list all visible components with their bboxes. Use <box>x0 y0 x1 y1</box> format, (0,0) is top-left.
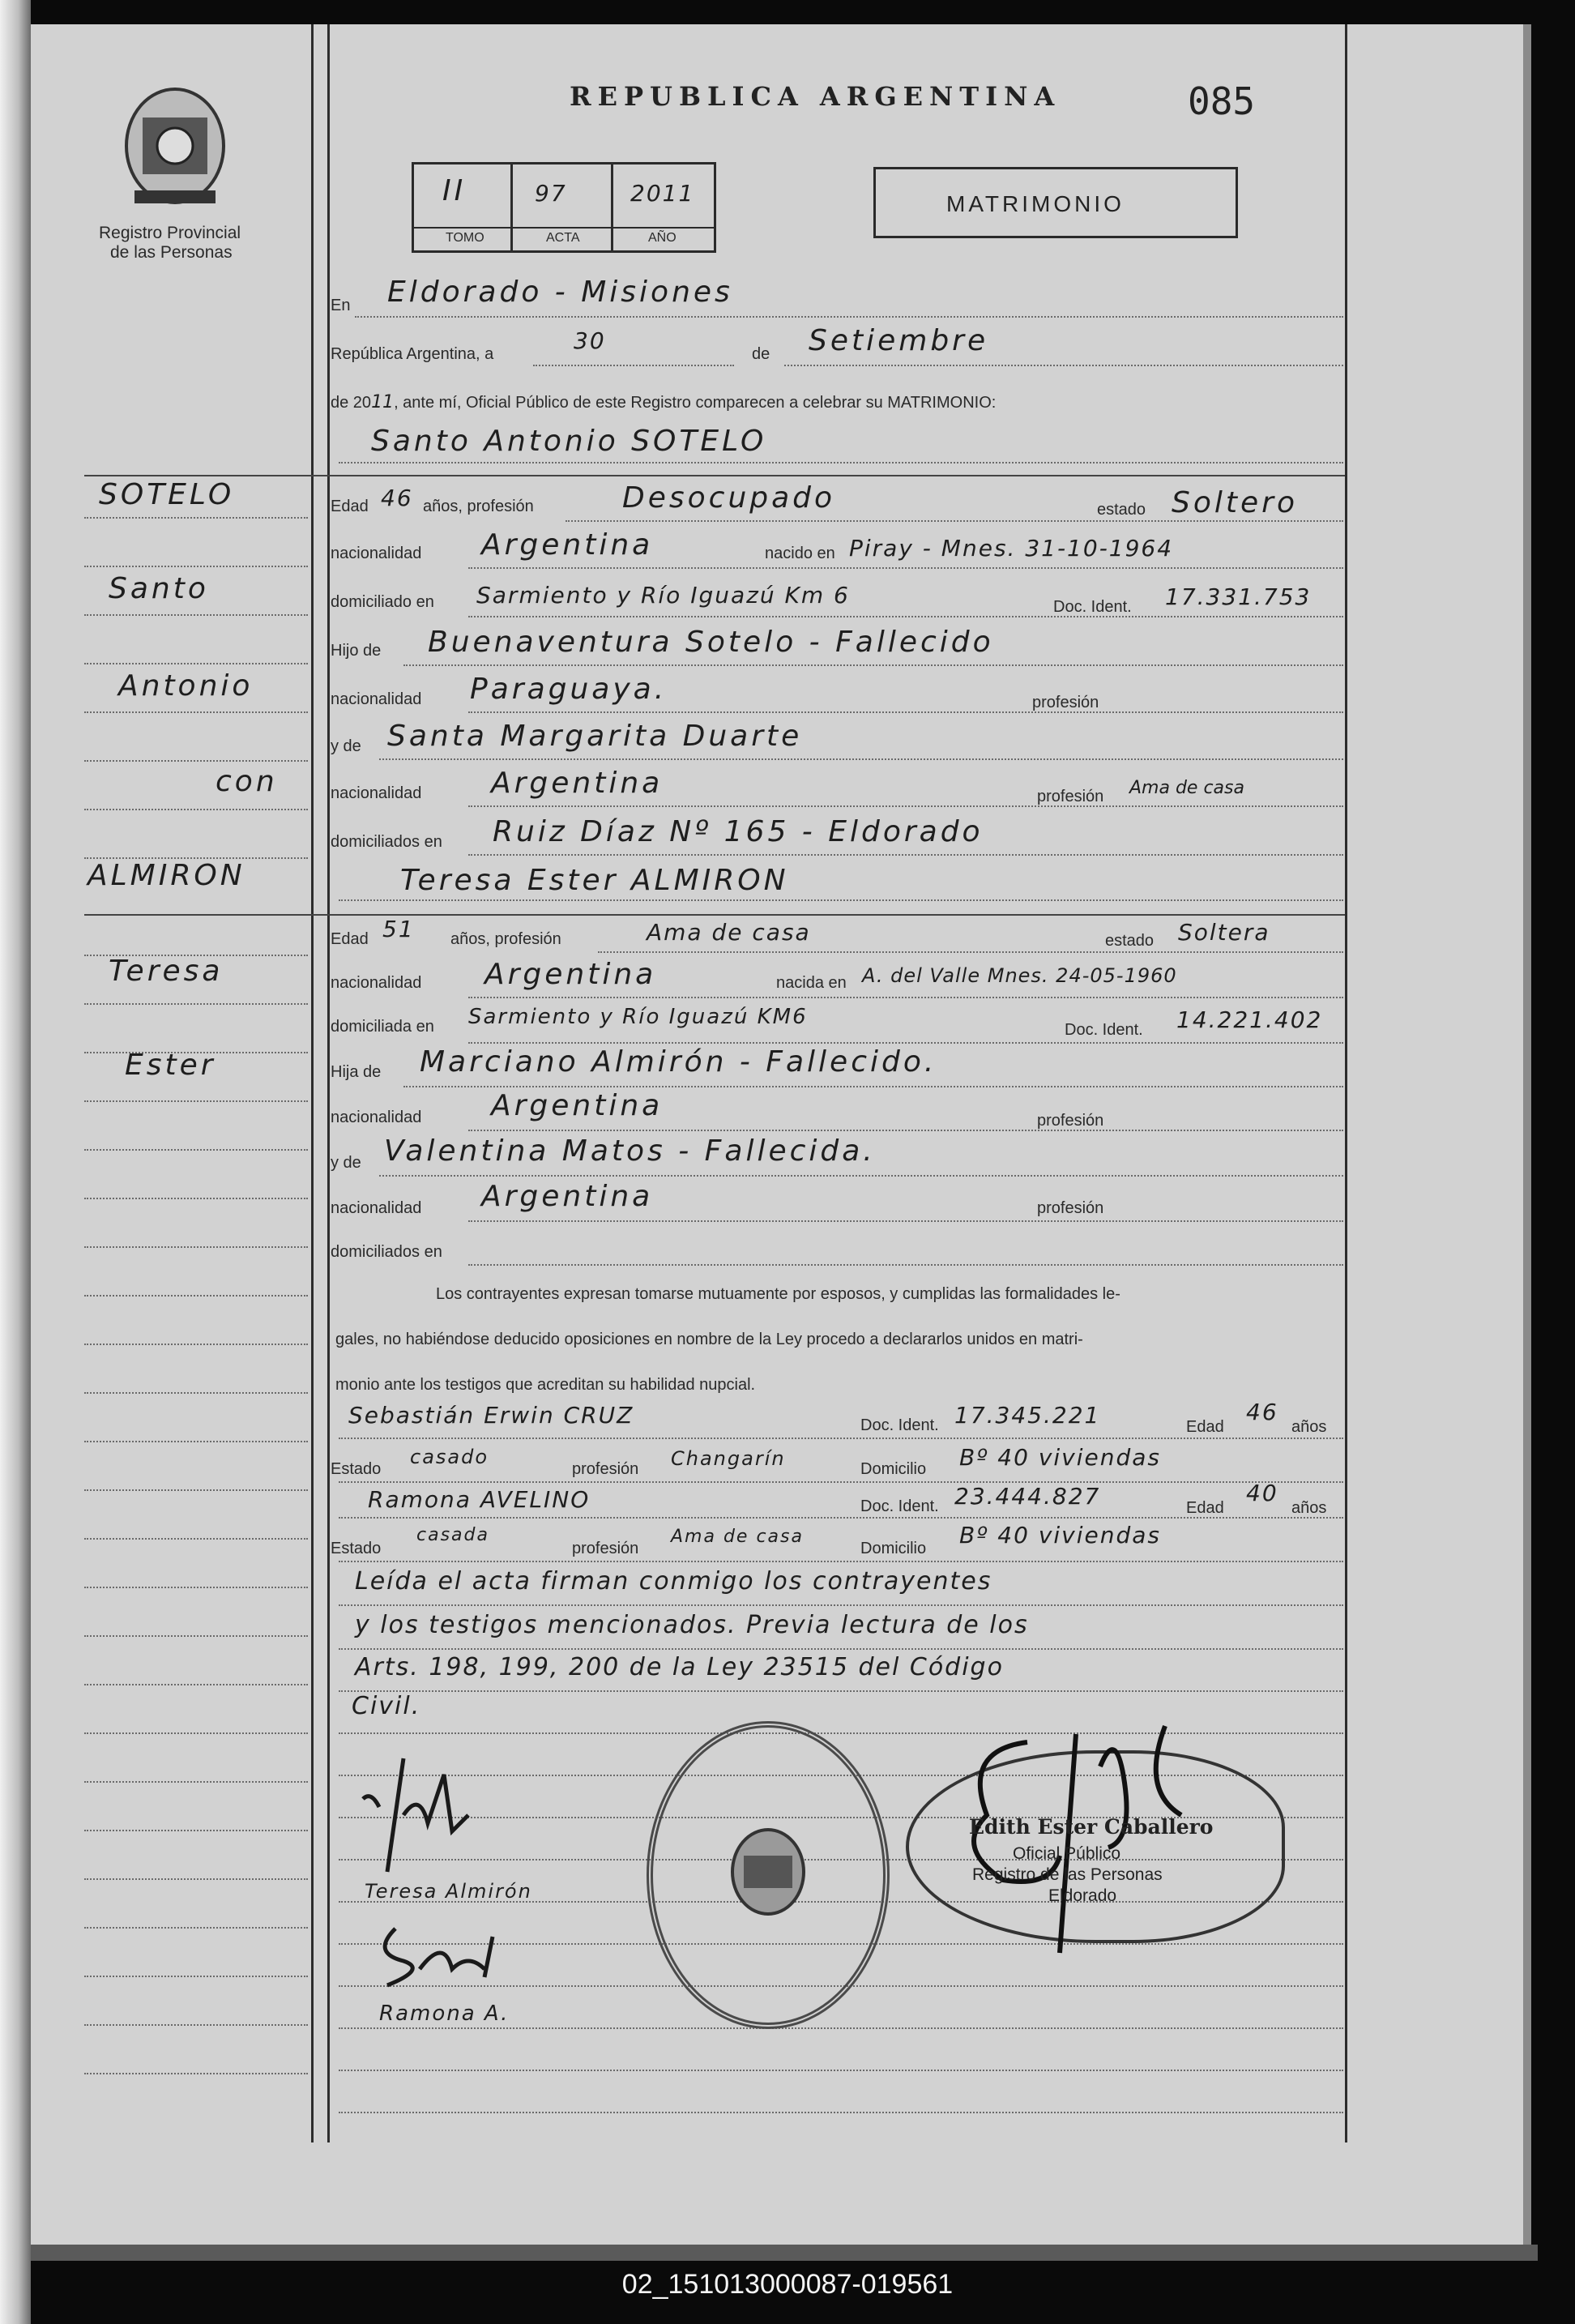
margin-name-7: Ester <box>125 1049 216 1082</box>
bride-mother-nationality: Argentina <box>481 1180 654 1213</box>
bride-doc-label: Doc. Ident. <box>1065 1021 1143 1039</box>
place-value: Eldorado - Misiones <box>387 276 733 309</box>
groom-full-name: Santo Antonio SOTELO <box>371 425 767 458</box>
tomo-label: TOMO <box>446 231 484 245</box>
witness-1-profession-label: profesión <box>572 1460 639 1478</box>
witness-2-years-label: años <box>1291 1499 1327 1517</box>
seal-emblem-icon <box>719 1823 817 1920</box>
bride-age: 51 <box>382 916 415 942</box>
witness-2-address: Bº 40 viviendas <box>959 1522 1162 1549</box>
registry-name-line1: Registro Provincial <box>99 224 241 242</box>
bride-father-label: Hija de <box>331 1063 382 1081</box>
witness-2-address-label: Domicilio <box>860 1540 927 1557</box>
groom-address-label: domiciliado en <box>331 593 434 611</box>
groom-nationality: Argentina <box>481 528 654 562</box>
bride-mother-nationality-label: nacionalidad <box>331 1199 422 1217</box>
margin-name-4: con <box>216 765 278 798</box>
groom-status: Soltero <box>1172 486 1298 519</box>
groom-birth-label: nacido en <box>765 545 835 562</box>
groom-mother-nationality-label: nacionalidad <box>331 784 422 802</box>
witness-1-address-label: Domicilio <box>860 1460 927 1478</box>
groom-mother-profession-label: profesión <box>1037 788 1104 805</box>
groom-mother-nationality: Argentina <box>491 767 664 800</box>
closing-line-3: Arts. 198, 199, 200 de la Ley 23515 del Código <box>355 1653 1004 1681</box>
registry-name-line2: de las Personas <box>110 243 233 262</box>
groom-mother: Santa Margarita Duarte <box>387 720 803 753</box>
bride-parents-address-label: domiciliados en <box>331 1243 442 1261</box>
acta-label: ACTA <box>546 231 580 245</box>
witness-2-profession: Ama de casa <box>671 1527 804 1547</box>
witness-2-status-label: Estado <box>331 1540 382 1557</box>
witness-2-doc: 23.444.827 <box>954 1483 1101 1510</box>
groom-birth: Piray - Mnes. 31-10-1964 <box>849 535 1174 562</box>
anio-value: 2011 <box>630 180 695 207</box>
margin-name-5: ALMIRON <box>88 859 245 892</box>
official-name: Edith Ester Caballero <box>969 1815 1214 1839</box>
bride-mother-label: y de <box>331 1154 361 1172</box>
witness-1-address: Bº 40 viviendas <box>959 1444 1162 1471</box>
witness-2-profession-label: profesión <box>572 1540 639 1557</box>
bride-father: Marciano Almirón - Fallecido. <box>420 1045 937 1079</box>
bride-father-profession-label: profesión <box>1037 1112 1104 1130</box>
bride-mother: Valentina Matos - Fallecida. <box>384 1134 876 1168</box>
form-divider <box>327 24 330 2142</box>
bride-status-label: estado <box>1105 932 1155 950</box>
official-signature <box>938 1718 1246 1961</box>
witness-2-age: 40 <box>1246 1480 1278 1506</box>
bride-age-label: Edad <box>331 930 369 948</box>
groom-parents-address: Ruiz Díaz Nº 165 - Eldorado <box>493 815 984 848</box>
closing-line-1: Leída el acta firman conmigo los contrayentes <box>355 1567 992 1596</box>
witness-1-doc: 17.345.221 <box>954 1402 1101 1429</box>
margin-name-1: SOTELO <box>99 478 235 511</box>
sheet-number: 085 <box>1188 79 1256 123</box>
margin-name-6: Teresa <box>109 955 224 988</box>
bride-doc: 14.221.402 <box>1176 1006 1323 1033</box>
official-title: Oficial Público <box>1013 1844 1121 1863</box>
groom-father-label: Hijo de <box>331 642 382 660</box>
bride-nationality-label: nacionalidad <box>331 974 422 992</box>
acta-value: 97 <box>535 180 567 207</box>
groom-status-label: estado <box>1097 501 1146 519</box>
witness-1-age-label: Edad <box>1186 1418 1224 1436</box>
witness-1-doc-label: Doc. Ident. <box>860 1416 939 1434</box>
witness-2-age-label: Edad <box>1186 1499 1224 1517</box>
witness-2-name: Ramona AVELINO <box>368 1486 591 1513</box>
bride-profession-label: años, profesión <box>450 930 561 948</box>
bride-mother-profession-label: profesión <box>1037 1199 1104 1217</box>
declaration-line-2: gales, no habiéndose deducido oposiciones en nombre de la Ley procedo a declararlos unidos en matri- <box>335 1331 1083 1348</box>
groom-parents-address-label: domiciliados en <box>331 833 442 851</box>
margin-name-2: Santo <box>109 572 209 605</box>
closing-line-4: Civil. <box>352 1692 421 1720</box>
de-label: de <box>752 345 770 363</box>
groom-address: Sarmiento y Río Iguazú Km 6 <box>476 582 850 609</box>
groom-father-profession-label: profesión <box>1032 694 1099 711</box>
witness-1-profession: Changarín <box>671 1447 786 1470</box>
groom-profession-label: años, profesión <box>423 498 534 515</box>
witness-2-status: casada <box>416 1525 489 1545</box>
witness-1-status: casado <box>410 1446 489 1468</box>
official-city: Eldorado <box>1048 1886 1117 1905</box>
groom-doc-label: Doc. Ident. <box>1053 598 1132 616</box>
witness-1-age: 46 <box>1246 1399 1278 1425</box>
right-margin-line <box>1345 24 1347 2142</box>
groom-mother-profession: Ama de casa <box>1129 778 1244 798</box>
page-bottom-edge <box>31 2245 1538 2261</box>
tomo-value: II <box>442 174 467 207</box>
anio-label: AÑO <box>648 231 677 245</box>
closing-line-2: y los testigos mencionados. Previa lectura de los <box>355 1611 1029 1639</box>
bride-status: Soltera <box>1178 919 1270 946</box>
en-label: En <box>331 297 351 314</box>
official-registry: Registro de las Personas <box>972 1865 1163 1884</box>
certificate-page <box>31 24 1531 2245</box>
groom-father-nationality: Paraguaya. <box>470 673 668 706</box>
declaration-line-3: monio ante los testigos que acreditan su habilidad nupcial. <box>335 1376 756 1394</box>
witness-1-name: Sebastián Erwin CRUZ <box>348 1402 634 1429</box>
bride-birth-label: nacida en <box>776 974 847 992</box>
margin-name-3: Antonio <box>118 669 254 703</box>
declaration-line-1: Los contrayentes expresan tomarse mutuamente por esposos, y cumplidas las formalidades le- <box>436 1285 1120 1303</box>
groom-doc: 17.331.753 <box>1165 583 1312 610</box>
witness-1-status-label: Estado <box>331 1460 382 1478</box>
witness-2-doc-label: Doc. Ident. <box>860 1497 939 1515</box>
bride-father-nationality-label: nacionalidad <box>331 1109 422 1126</box>
bride-birth: A. del Valle Mnes. 24-05-1960 <box>862 964 1177 987</box>
groom-age-label: Edad <box>331 498 369 515</box>
groom-father: Buenaventura Sotelo - Fallecido <box>428 626 994 659</box>
witness-2-signature: Ramona A. <box>379 2001 510 2026</box>
witness-1-signature <box>371 1920 533 1993</box>
groom-mother-label: y de <box>331 737 361 755</box>
groom-father-nationality-label: nacionalidad <box>331 690 422 708</box>
footer-caption: 02_151013000087-019561 <box>621 2269 954 2300</box>
year-prefix-text: de 20 <box>331 394 372 412</box>
bride-father-nationality: Argentina <box>491 1089 664 1122</box>
witness-1-years-label: años <box>1291 1418 1327 1436</box>
provincial-emblem-icon <box>118 81 232 211</box>
day-value: 30 <box>574 327 606 354</box>
book-binding <box>0 0 31 2324</box>
groom-age: 46 <box>381 485 413 511</box>
bride-nationality: Argentina <box>484 958 657 991</box>
year-suffix: 11 <box>371 392 395 412</box>
month-value: Setiembre <box>809 324 989 357</box>
bride-address-label: domiciliada en <box>331 1018 434 1036</box>
groom-signature <box>355 1742 501 1880</box>
year-prefix <box>331 392 996 412</box>
bride-address: Sarmiento y Río Iguazú KM6 <box>468 1005 808 1029</box>
bride-profession: Ama de casa <box>647 919 811 946</box>
groom-profession: Desocupado <box>622 481 836 515</box>
bride-full-name: Teresa Ester ALMIRON <box>400 864 789 897</box>
republica-label: República Argentina, a <box>331 345 494 363</box>
bride-signature: Teresa Almirón <box>365 1880 532 1903</box>
act-type: MATRIMONIO <box>946 191 1125 216</box>
appearance-statement: , ante mí, Oficial Público de este Registro comparecen a celebrar su MATRIMONIO: <box>394 394 997 412</box>
margin-divider <box>311 24 314 2142</box>
groom-nationality-label: nacionalidad <box>331 545 422 562</box>
republic-title: REPUBLICA ARGENTINA <box>570 81 1061 112</box>
